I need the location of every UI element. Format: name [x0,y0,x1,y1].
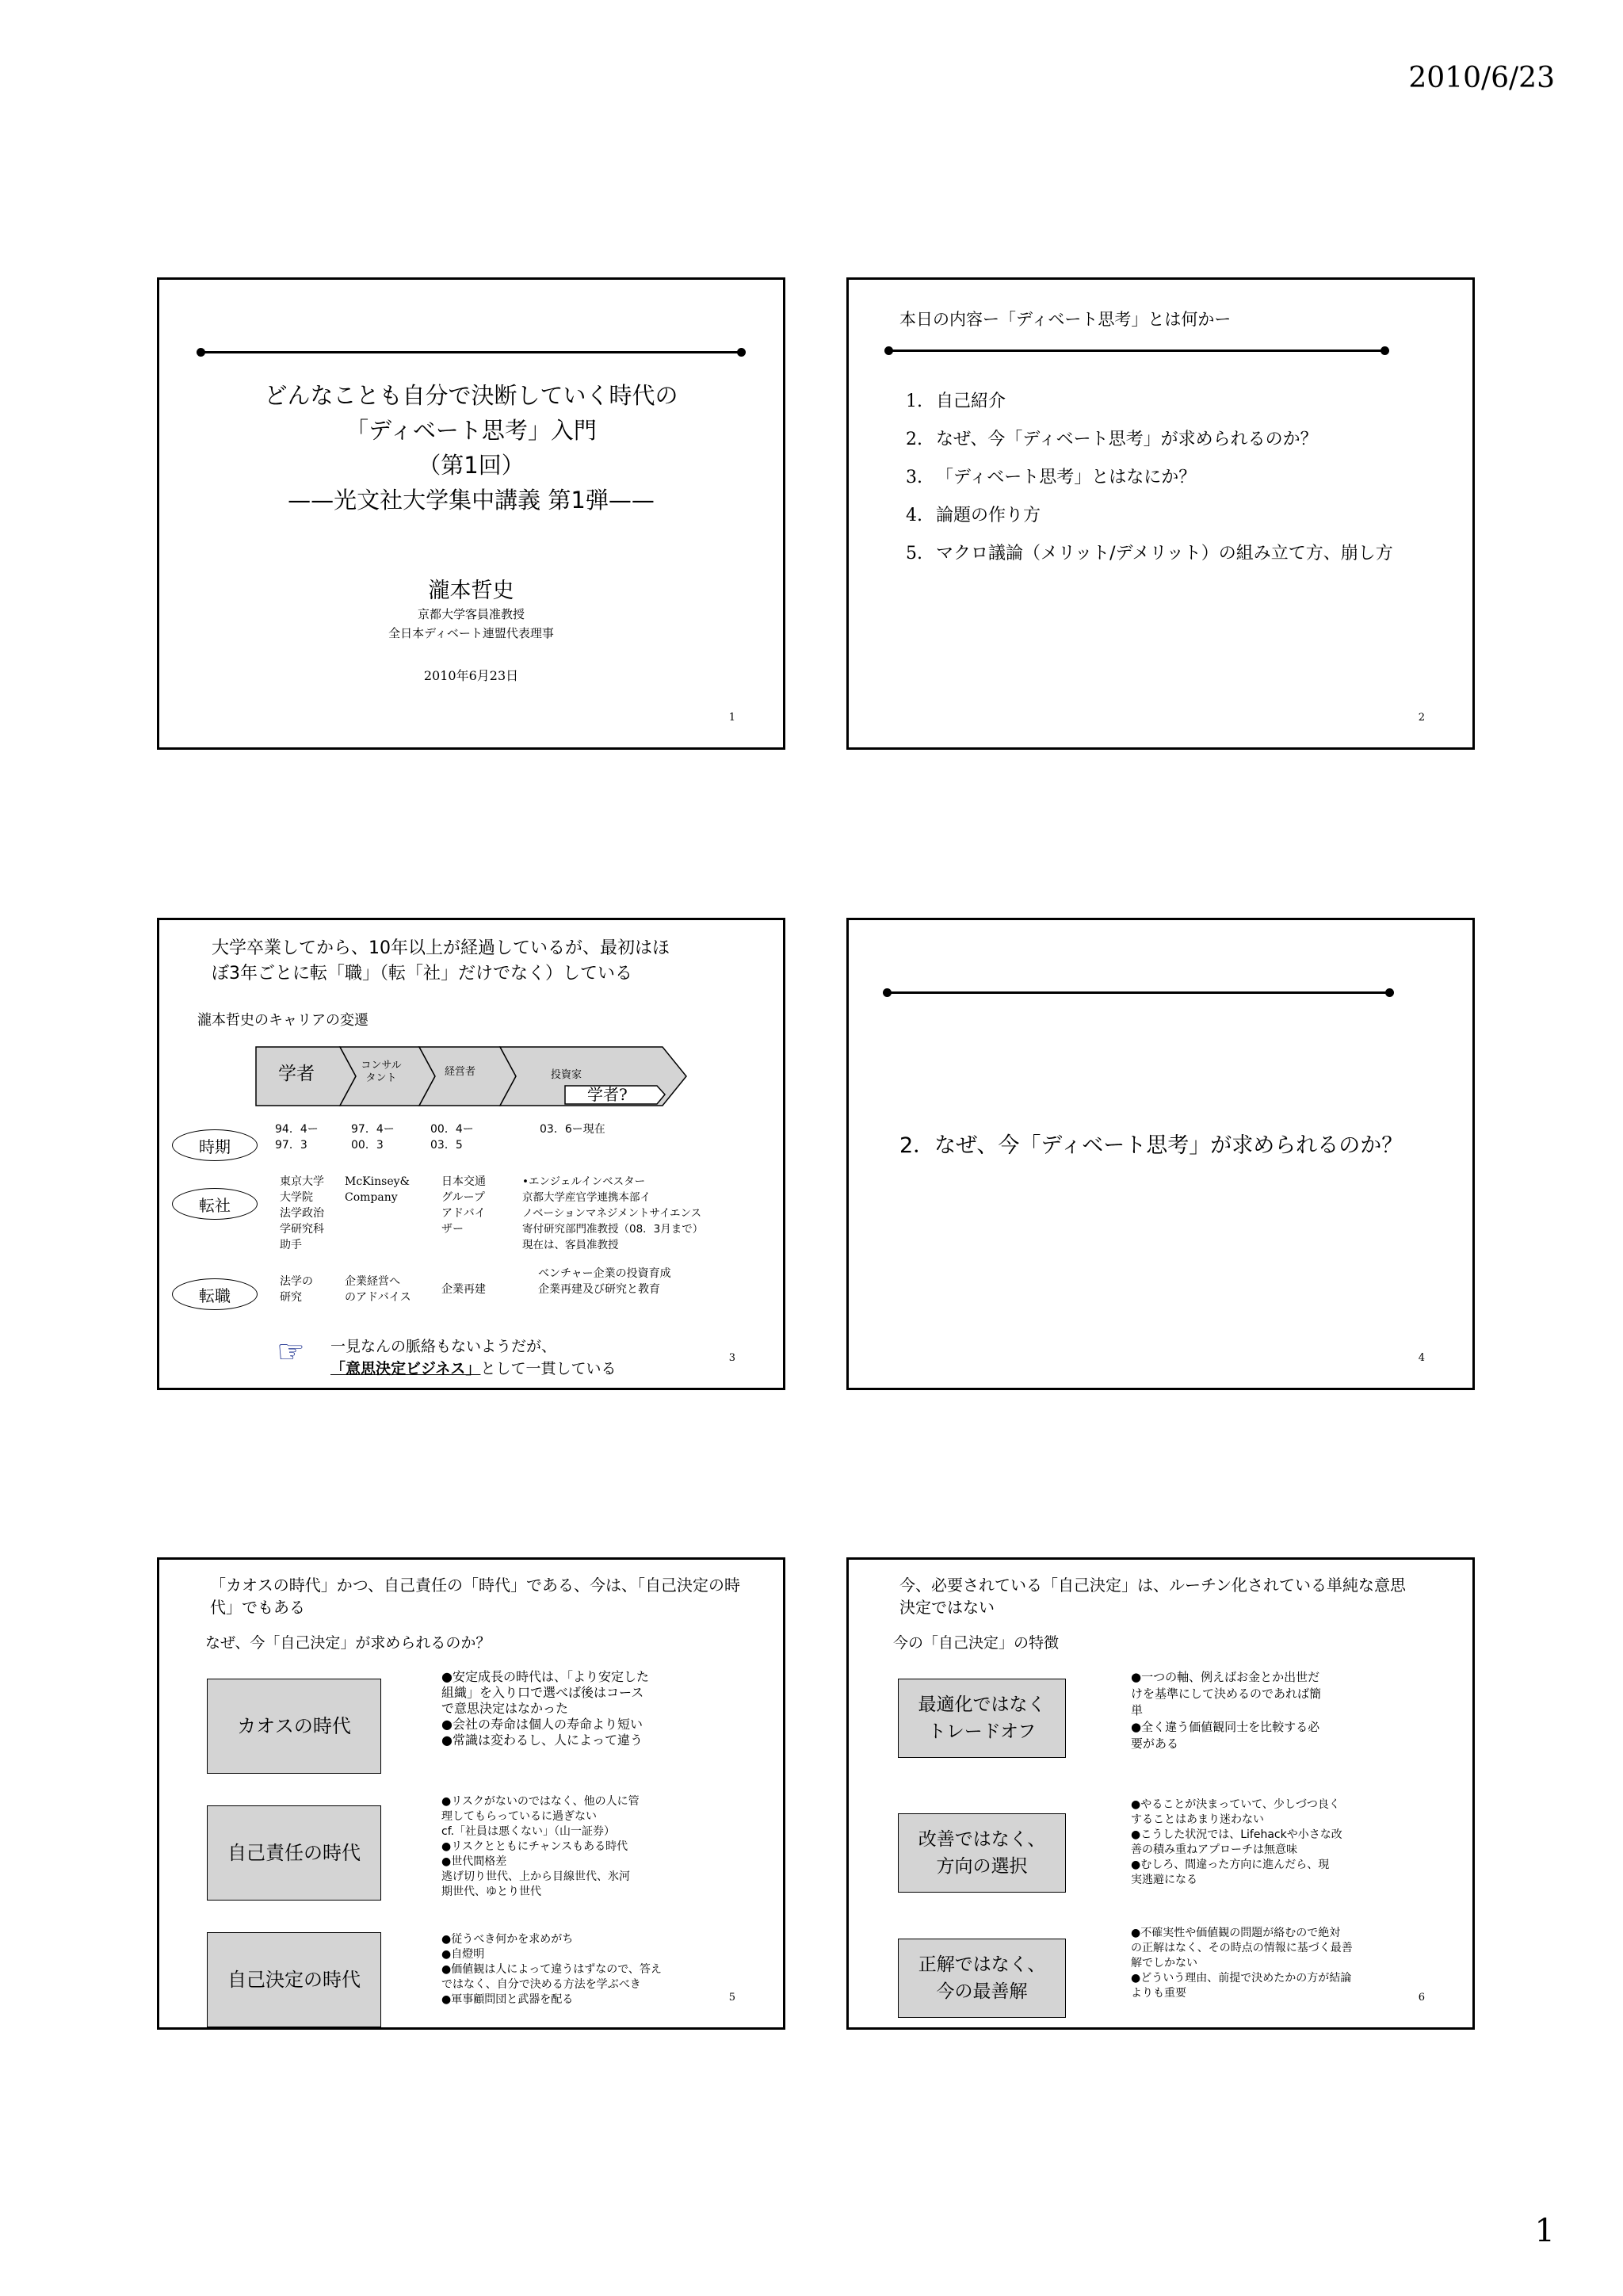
divider-line [887,991,1390,994]
feature-box: 最適化ではなく トレードオフ [898,1679,1066,1758]
slide-6 [846,1557,1475,2030]
affiliation [159,605,783,643]
title-line: （第1回） [418,452,525,479]
job-cell: 法学の 研究 [280,1275,313,1304]
agenda-number: 5. [906,544,922,563]
slide-1 [157,277,785,750]
page-number: 1 [1534,2213,1555,2249]
stage-label [349,1060,413,1085]
agenda-text: 「ディベート思考」とはなにか？ [936,468,1197,487]
slide-5 [157,1557,785,2030]
divider-line [200,351,742,353]
company-cell: 東京大学 大学院 法学政治 学研究科 助手 [280,1175,324,1251]
summary-line [330,1358,616,1380]
row-label-company: 転社 [172,1188,258,1220]
title-line: 「ディベート思考」入門 [346,417,597,444]
period-cell: 03．6ー現在 [540,1123,605,1136]
agenda-number: 1. [906,392,922,411]
callout-label: 学者? [587,1085,628,1104]
job-cell: 企業再建 [441,1283,486,1296]
slide-subheading: なぜ、今「自己決定」が求められるのか？ [205,1634,491,1652]
stage-label-line: タント [365,1072,397,1084]
affiliation-line: 京都大学客員准教授 [417,607,525,621]
title-line: ——光文社大学集中講義 第1弾—— [288,487,655,514]
stage-label: 投資家 [551,1069,582,1081]
title-line: どんなことも自分で決断していく時代の [264,382,678,409]
slide-number: 1 [728,712,735,724]
author-name: 瀧本哲史 [428,579,514,603]
heading-line: 「カオスの時代」かつ、自己責任の「時代」である、今は、「自己決定の時 [210,1576,740,1595]
slide-title [159,378,783,518]
agenda-text: 論題の作り方 [936,506,1041,525]
heading-line: 決定ではない [899,1598,995,1617]
slide-3 [157,918,785,1390]
era-bullets: ●従うべき何かを求めがち ●自燈明 ●価値観は人によって違うはずなので、答え ではなく、自分で決める方法を学ぶべき ●軍事顧問団と武器を配る [441,1933,662,2006]
slide-heading [899,1574,1406,1618]
company-cell: 日本交通 グループ アドバイ ザー [441,1175,486,1236]
affiliation-line: 全日本ディベート連盟代表理事 [388,626,554,640]
slide-subheading: 今の「自己決定」の特徴 [893,1634,1060,1652]
heading-line: 代」でもある [210,1598,305,1617]
era-bullets: ●リスクがないのではなく、他の人に管 理してもらっているに過ぎない cf.「社員は悪くない」（山一証券） ●リスクとともにチャンスもある時代 ●世代間格差 逃げ切り世代、上から目線世代、氷河 期世代、ゆとり世代 [441,1795,640,1898]
stage-label: 学者 [278,1064,315,1084]
lecture-date: 2010年6月23日 [423,668,519,683]
agenda-item [906,459,1393,497]
heading-line: 今、必要されている「自己決定」は、ルーチン化されている単純な意思 [899,1576,1406,1595]
heading-line: 大学卒業してから、10年以上が経過しているが、最初はほ [212,938,670,958]
slide-2 [846,277,1475,750]
feature-bullets: ●不確実性や価値観の問題が絡むので絶対 の正解はなく、その時点の情報に基づく最善 解でしかない ●どういう理由、前提で決めたかの方が結論 よりも重要 [1131,1927,1353,2000]
page-date: 2010/6/23 [1408,62,1555,94]
stage-label-line: コンサル [361,1060,402,1072]
slide-subheading: 瀧本哲史のキャリアの変遷 [197,1012,369,1029]
career-arrow [254,1031,698,1118]
company-cell: McKinsey& Company [345,1175,410,1204]
slide-number: 3 [728,1352,735,1364]
slide-number: 5 [728,1992,735,2004]
era-box: カオスの時代 [207,1679,381,1774]
summary-emphasis: 「意思決定ビジネス」 [330,1360,481,1377]
heading-line: ぼ3年ごとに転「職」（転「社」だけでなく）している [212,964,632,984]
agenda-item [906,421,1393,459]
row-label-job: 転職 [172,1278,258,1310]
agenda-text: 自己紹介 [936,392,1006,411]
era-bullets: ●安定成長の時代は、「より安定した 組織」を入り口で選べば後はコース で意思決定はなかった ●会社の寿命は個人の寿命より短い ●常識は変わるし、人によって違う [441,1669,649,1748]
agenda-text: なぜ、今「ディベート思考」が求められるのか？ [936,430,1318,449]
agenda-number: 2. [906,430,922,449]
period-cell: 00．4ー 03．5 [430,1123,474,1152]
pointing-hand-icon: ☞ [277,1334,305,1370]
era-box: 自己決定の時代 [207,1932,381,2027]
career-summary [330,1335,616,1380]
job-cell: 企業経営へ のアドバイス [345,1275,411,1304]
agenda-item [906,497,1393,535]
feature-box: 正解ではなく、 今の最善解 [898,1939,1066,2018]
summary-rest: として一貫している [480,1360,617,1377]
slide-number: 6 [1418,1992,1425,2004]
slide-number: 4 [1418,1352,1425,1364]
row-label-period: 時期 [172,1129,258,1161]
period-cell: 94．4ー 97．3 [275,1123,319,1152]
agenda-number: 4. [906,506,922,525]
company-cell: •エンジェルインベスター 京都大学産官学連携本部イ ノベーションマネジメントサイエンス 寄付研究部門准教授（08．3月まで） 現在は、客員准教授 [522,1175,704,1251]
era-box: 自己責任の時代 [207,1805,381,1901]
agenda-item [906,383,1393,421]
agenda-list [906,383,1393,573]
slide-number: 2 [1418,712,1425,724]
feature-box: 改善ではなく、 方向の選択 [898,1813,1066,1893]
divider-line [888,350,1385,352]
slide-heading [212,936,670,987]
slide-4 [846,918,1475,1390]
slide-heading: 本日の内容ー「ディベート思考」とは何かー [899,310,1232,329]
slide-heading [210,1574,740,1618]
stage-label: 経営者 [445,1066,476,1078]
section-title: 2．なぜ、今「ディベート思考」が求められるのか？ [899,1133,1403,1158]
feature-bullets: ●やることが決まっていて、少しづつ良く することはあまり迷わない ●こうした状況では、Lifehackや小さな改 善の積み重ねアプローチは無意味 ●むしろ、間違った方向に進んだら、現 実逃避になる [1131,1798,1342,1886]
agenda-text: マクロ議論（メリット/デメリット）の組み立て方、崩し方 [936,544,1393,563]
job-cell: ベンチャー企業の投資育成 企業再建及び研究と教育 [538,1267,671,1296]
summary-line: 一見なんの脈絡もないようだが、 [330,1338,557,1355]
feature-bullets: ●一つの軸、例えばお金とか出世だ けを基準にして決めるのであれば簡 単 ●全く違う価値観同士を比較する必 要がある [1131,1670,1322,1751]
agenda-item [906,535,1393,573]
agenda-number: 3. [906,468,922,487]
period-cell: 97．4ー 00．3 [351,1123,395,1152]
